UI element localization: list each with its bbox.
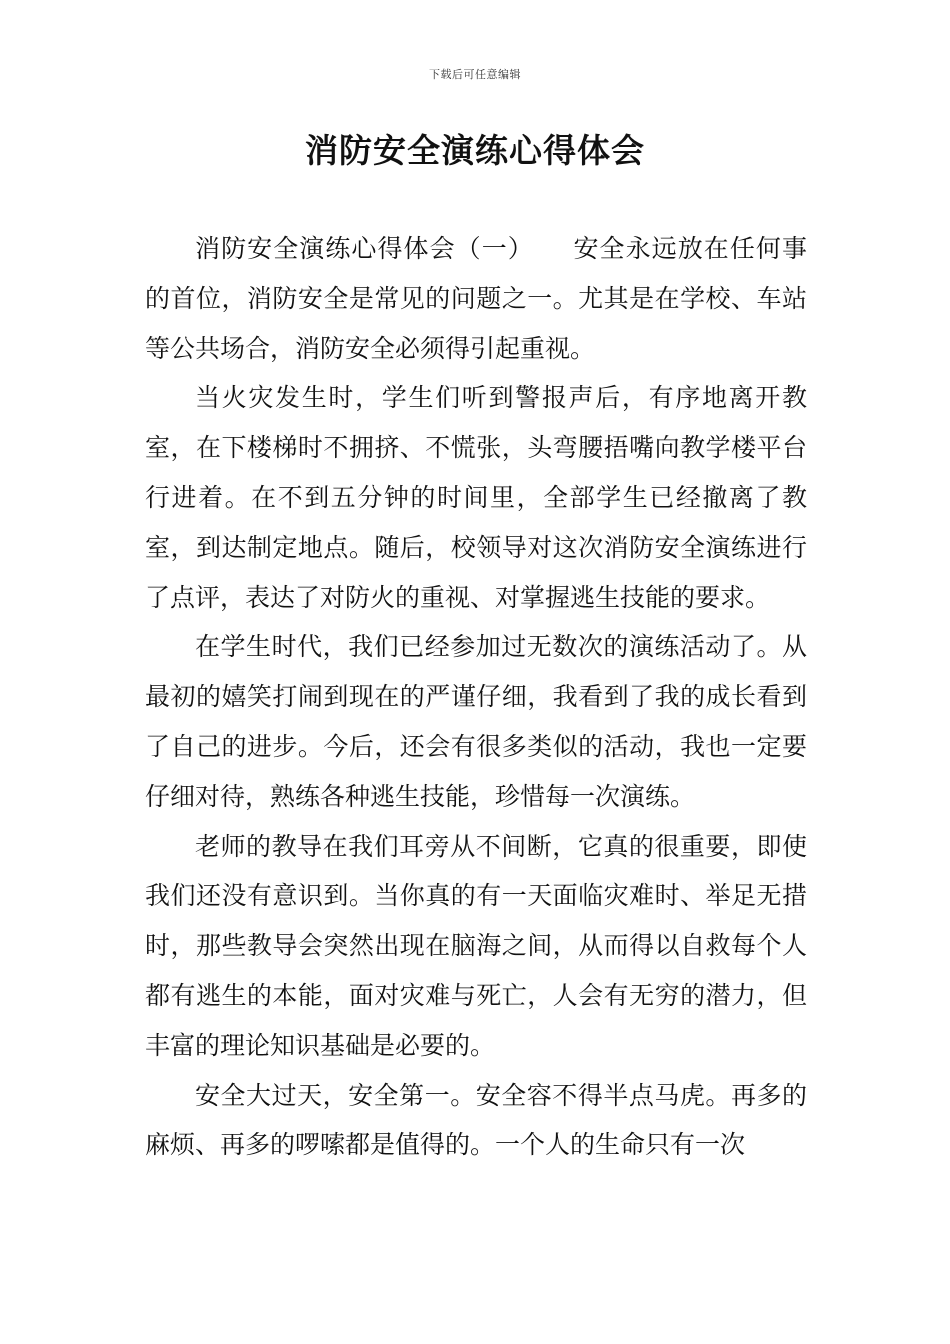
paragraph-4: 老师的教导在我们耳旁从不间断，它真的很重要，即使我们还没有意识到。当你真的有一天面临灾难时、举足无措时，那些教导会突然出现在脑海之间，从而得以自救每个人都有逃生的本能，面对灾难与死亡，人会有无穷的潜力，但丰富的理论知识基础是必要的。 — [145, 831, 807, 1060]
paragraph-1: 消防安全演练心得体会（一） 安全永远放在任何事的首位，消防安全是常见的问题之一。尤其是在学校、车站等公共场合，消防安全必须得引起重视。 — [145, 234, 807, 363]
paragraph-2: 当火灾发生时，学生们听到警报声后，有序地离开教室，在下楼梯时不拥挤、不慌张，头弯腰捂嘴向教学楼平台行进着。在不到五分钟的时间里，全部学生已经撤离了教室，到达制定地点。随后，校领导对这次消防安全演练进行了点评，表达了对防火的重视、对掌握逃生技能的要求。 — [145, 383, 807, 612]
document-body — [145, 224, 807, 1170]
document-title: 消防安全演练心得体会 — [305, 131, 645, 170]
header-note: 下载后可任意编辑 — [429, 68, 521, 81]
paragraph-5: 安全大过天，安全第一。安全容不得半点马虎。再多的麻烦、再多的啰嗦都是值得的。一个人的生命只有一次 — [145, 1080, 807, 1160]
paragraph-3: 在学生时代，我们已经参加过无数次的演练活动了。从最初的嬉笑打闹到现在的严谨仔细，我看到了我的成长看到了自己的进步。今后，还会有很多类似的活动，我也一定要仔细对待，熟练各种逃生技能，珍惜每一次演练。 — [145, 632, 807, 811]
